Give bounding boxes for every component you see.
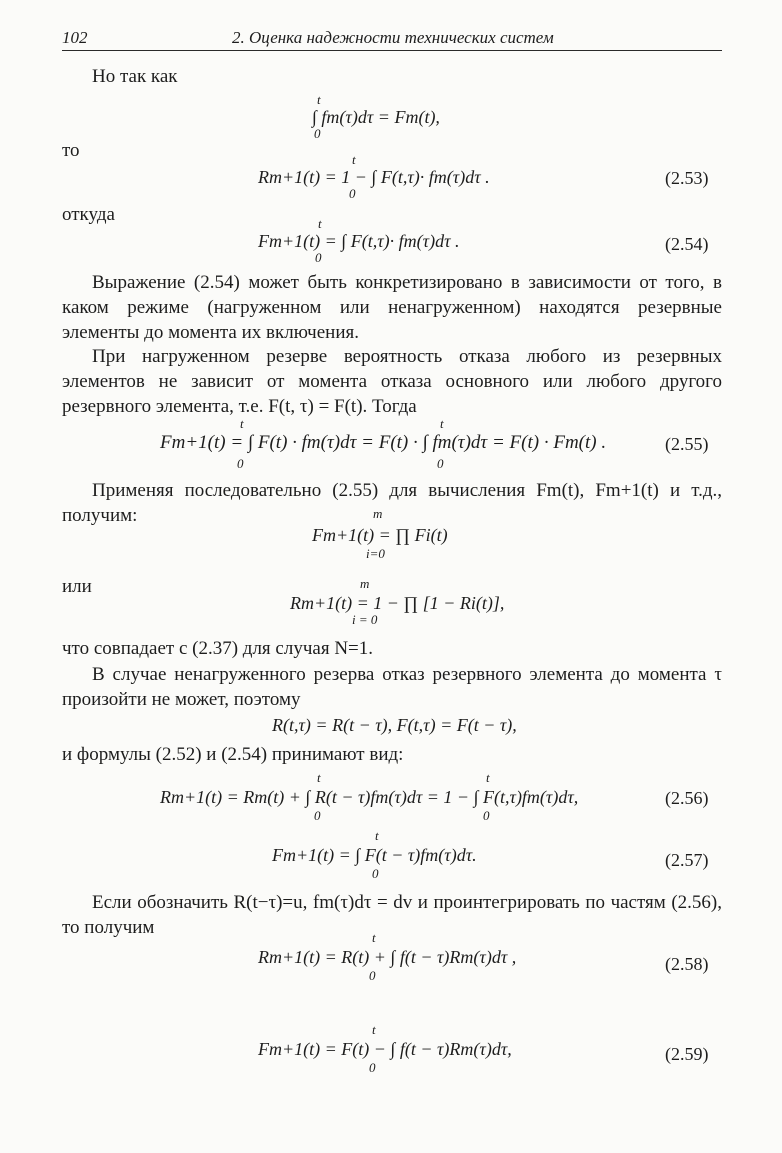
product-lower: i=0 [366,546,385,561]
lead-no-tak-kak: Но так как [92,66,178,87]
limit-upper: t [318,216,322,231]
paragraph-6: и формулы (2.52) и (2.54) принимают вид: [62,744,404,765]
limit-upper: t [372,1022,376,1037]
paragraph-1: Выражение (2.54) может быть конкретизировано в зависимости от того, в каком режиме (нагруженном или ненагруженном) находятся резервные элементы до момента их включения. [62,272,722,343]
lead-ili: или [62,576,92,597]
formula-2-54: Fm+1(t) = ∫ F(t,τ)· fm(τ)dτ . [258,231,460,251]
formula-2-56: Rm+1(t) = Rm(t) + ∫ R(t − τ)fm(τ)dτ = 1 − ∫ F(t,τ)fm(τ)dτ, [160,787,579,807]
paragraph-5: В случае ненагруженного резерва отказ резервного элемента до момента τ произойти не может, поэтому [62,664,722,710]
formula-product-R: Rm+1(t) = 1 − ∏ [1 − Ri(t)], [290,593,505,613]
lead-otkuda: откуда [62,204,115,225]
paragraph-2: При нагруженном резерве вероятность отказа любого из резервных элементов не зависит от момента отказа основного или любого другого резервного элемента, т.е. F(t, τ) = F(t). Тогда [62,346,722,417]
limit-lower: 0 [314,808,321,823]
limit-upper: t [486,770,490,785]
equation-number-2-59: (2.59) [665,1044,709,1064]
paragraph-3: Применяя последовательно (2.55) для вычисления Fm(t), Fm+1(t) и т.д., получим: [62,480,722,526]
limit-lower: 0 [369,1060,376,1075]
equation-number-2-53: (2.53) [665,168,709,188]
equation-number-2-57: (2.57) [665,850,709,870]
page-number: 102 [62,28,88,47]
limit-upper: t [317,92,321,107]
limit-lower: 0 [315,250,322,265]
equation-number-2-55: (2.55) [665,434,709,454]
limit-upper: t [372,930,376,945]
limit-upper: t [375,828,379,843]
formula-2-55: Fm+1(t) = ∫ F(t) · fm(τ)dτ = F(t) · ∫ fm(τ)dτ = F(t) · Fm(t) . [160,432,607,453]
formula-product-F: Fm+1(t) = ∏ Fi(t) [312,525,448,545]
formula-shift: R(t,τ) = R(t − τ), F(t,τ) = F(t − τ), [272,715,517,735]
limit-lower: 0 [314,126,321,141]
limit-lower: 0 [349,186,356,201]
limit-lower: 0 [369,968,376,983]
lead-to: то [62,140,80,161]
limit-upper: t [440,416,444,431]
limit-lower: 0 [437,456,444,471]
limit-upper: t [240,416,244,431]
product-upper: m [360,576,370,591]
limit-lower: 0 [372,866,379,881]
paragraph-7: Если обозначить R(t−τ)=u, fm(τ)dτ = dv и проинтегрировать по частям (2.56), то получим [62,892,722,938]
limit-lower: 0 [483,808,490,823]
product-upper: m [373,506,383,521]
limit-upper: t [317,770,321,785]
formula-2-53: Rm+1(t) = 1 − ∫ F(t,τ)· fm(τ)dτ . [258,167,490,187]
product-lower: i = 0 [352,612,378,627]
paragraph-4: что совпадает с (2.37) для случая N=1. [62,638,374,659]
equation-number-2-58: (2.58) [665,954,709,974]
page-header [62,26,722,51]
formula-2-58: Rm+1(t) = R(t) + ∫ f(t − τ)Rm(τ)dτ , [258,947,517,967]
formula-2-57: Fm+1(t) = ∫ F(t − τ)fm(τ)dτ. [272,845,477,865]
formula-2-59: Fm+1(t) = F(t) − ∫ f(t − τ)Rm(τ)dτ, [258,1039,512,1059]
limit-upper: t [352,152,356,167]
limit-lower: 0 [237,456,244,471]
running-title: 2. Оценка надежности технических систем [232,28,554,47]
equation-number-2-56: (2.56) [665,788,709,808]
equation-number-2-54: (2.54) [665,234,709,254]
formula-f-integral: ∫ fm(τ)dτ = Fm(t), [312,107,440,127]
